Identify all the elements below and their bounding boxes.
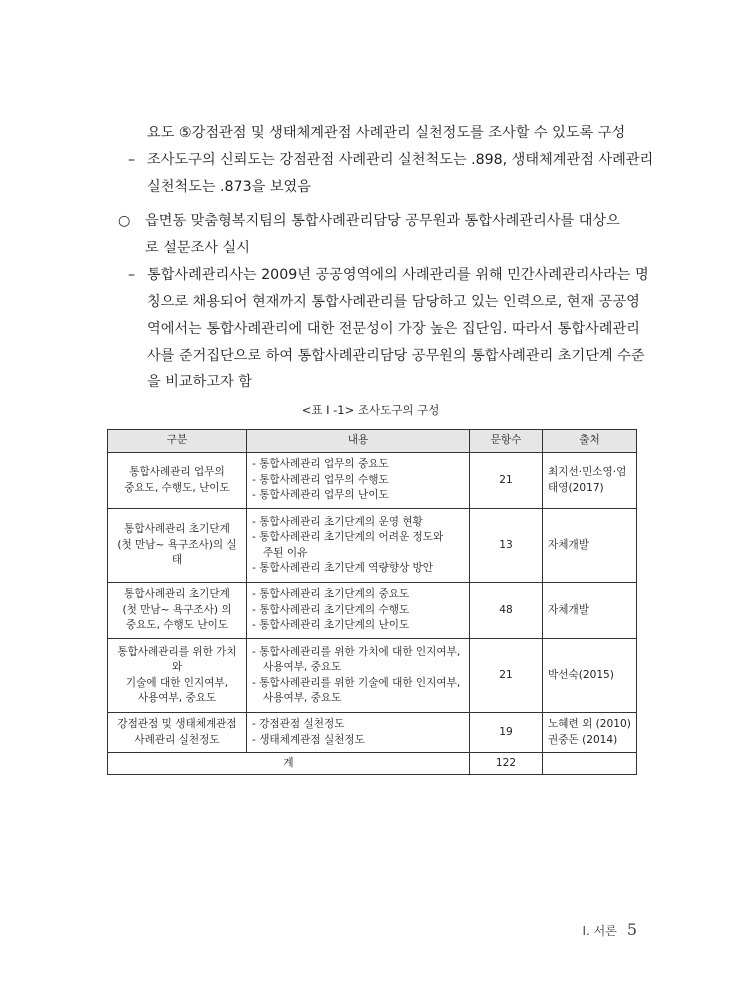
body-line-5: 로 설문조사 실시 — [145, 240, 250, 256]
header-content: 내용 — [247, 430, 470, 453]
content-item: - 강점관점 실천정도 — [252, 718, 345, 730]
source-text: 노혜련 외 (2010) — [548, 718, 631, 730]
source-text: 자체개발 — [548, 538, 589, 551]
content-item: - 통합사례관리 초기단계의 운영 현황 — [252, 515, 423, 528]
body-line-6: 통합사례관리사는 2009년 공공영역에의 사례관리를 위해 민간사례관리사라는 명 — [147, 267, 649, 283]
source-cell — [543, 639, 637, 713]
header-category: 구분 — [108, 430, 247, 453]
category-text: 통합사례관리 초기단계 — [124, 523, 230, 536]
content-cell — [247, 713, 470, 753]
category-text: 통합사례관리 업무의 — [129, 466, 225, 478]
body-line-3: 실천척도는 .873을 보였음 — [147, 179, 311, 195]
category-text: (첫 만남~ 욕구조사) 의 — [122, 603, 232, 616]
count-cell: 21 — [470, 453, 543, 509]
content-cell — [247, 583, 470, 639]
content-item: - 통합사례관리 업무의 중요도 — [252, 458, 389, 471]
category-text: (첫 만남~ 욕구조사)의 실태 — [117, 538, 237, 567]
body-line-1: 요도 ⑤강점관점 및 생태체계관점 사례관리 실천정도를 조사할 수 있도록 구성 — [147, 125, 626, 141]
category-text: 강점관점 및 생태체계관점 — [117, 718, 237, 730]
content-item: - 통합사례관리 업무의 난이도 — [252, 489, 389, 502]
count-cell: 21 — [470, 639, 543, 713]
content-cell — [247, 639, 470, 713]
count-cell: 19 — [470, 713, 543, 753]
category-text: 사용여부, 중요도 — [137, 692, 217, 704]
table-row — [108, 509, 637, 583]
table-row — [108, 583, 637, 639]
table-row — [108, 639, 637, 713]
source-cell — [543, 453, 637, 509]
category-text: 중요도, 수행도, 난이도 — [124, 481, 230, 494]
content-item: - 통합사례관리를 위한 가치에 대한 인지여부, 사용여부, 중요도 — [252, 645, 461, 673]
content-item: - 통합사례관리를 위한 기술에 대한 인지여부, 사용여부, 중요도 — [252, 676, 461, 704]
content-cell — [247, 453, 470, 509]
category-text: 사례관리 실천정도 — [134, 733, 220, 746]
table-caption: <표 Ⅰ -1> 조사도구의 구성 — [301, 403, 440, 417]
category-cell — [108, 713, 247, 753]
total-source-empty — [543, 753, 637, 775]
content-item: - 통합사례관리 초기단계 역량향상 방안 — [252, 562, 434, 574]
circle-bullet: ○ — [118, 213, 131, 229]
count-cell: 13 — [470, 509, 543, 583]
page-number: 5 — [626, 920, 637, 939]
category-text: 중요도, 수행도 난이도 — [125, 619, 229, 632]
content-item: - 생태체계관점 실천정도 — [252, 733, 365, 746]
total-label: 계 — [108, 753, 470, 775]
header-source: 출처 — [543, 430, 637, 453]
footer-section: Ⅰ. 서론 — [582, 924, 617, 938]
category-cell — [108, 639, 247, 713]
source-cell — [543, 509, 637, 583]
table-header-row — [108, 430, 637, 453]
source-text: 박선숙(2015) — [548, 668, 614, 681]
page-footer — [540, 920, 637, 941]
category-cell — [108, 583, 247, 639]
category-text: 통합사례관리를 위한 가치와 — [117, 645, 237, 673]
category-text: 통합사례관리 초기단계 — [124, 588, 230, 601]
source-text: 최지선·민소영·엄 — [548, 466, 627, 478]
category-cell — [108, 453, 247, 509]
body-line-4: 읍면동 맞춤형복지팀의 통합사례관리담당 공무원과 통합사례관리사를 대상으 — [145, 213, 620, 229]
table-row — [108, 713, 637, 753]
table-row — [108, 453, 637, 509]
body-line-10: 을 비교하고자 함 — [147, 374, 252, 390]
dash-bullet-2: – — [128, 267, 136, 283]
source-text: 자체개발 — [548, 603, 589, 616]
body-line-2: 조사도구의 신뢰도는 강점관점 사례관리 실천척도는 .898, 생태체계관점 사례관리 — [147, 152, 654, 168]
source-text: 태영(2017) — [548, 481, 604, 494]
body-line-7: 칭으로 채용되어 현재까지 통합사례관리를 담당하고 있는 인력으로, 현재 공공영 — [147, 294, 640, 310]
source-cell — [543, 713, 637, 753]
source-text: 권중돈 (2014) — [548, 733, 618, 746]
content-item: - 통합사례관리 초기단계의 중요도 — [252, 588, 410, 601]
header-count: 문항수 — [470, 430, 543, 453]
content-item: - 통합사례관리 초기단계의 난이도 — [252, 619, 410, 632]
dash-bullet-1: – — [128, 152, 136, 168]
content-item: - 통합사례관리 초기단계의 수행도 — [252, 603, 410, 616]
body-line-9: 사를 준거집단으로 하여 통합사례관리담당 공무원의 통합사례관리 초기단계 수준 — [147, 348, 645, 364]
category-text: 기술에 대한 인지여부, — [125, 676, 229, 689]
table-total-row — [108, 753, 637, 775]
content-item: - 통합사례관리 초기단계의 어려운 정도와 주된 이유 — [252, 531, 444, 559]
total-count: 122 — [470, 753, 543, 775]
source-cell — [543, 583, 637, 639]
count-cell: 48 — [470, 583, 543, 639]
body-line-8: 역에서는 통합사례관리에 대한 전문성이 가장 높은 집단임. 따라서 통합사례관리 — [147, 321, 640, 337]
survey-tool-table — [107, 429, 637, 775]
content-item: - 통합사례관리 업무의 수행도 — [252, 473, 389, 486]
content-cell — [247, 509, 470, 583]
category-cell — [108, 509, 247, 583]
